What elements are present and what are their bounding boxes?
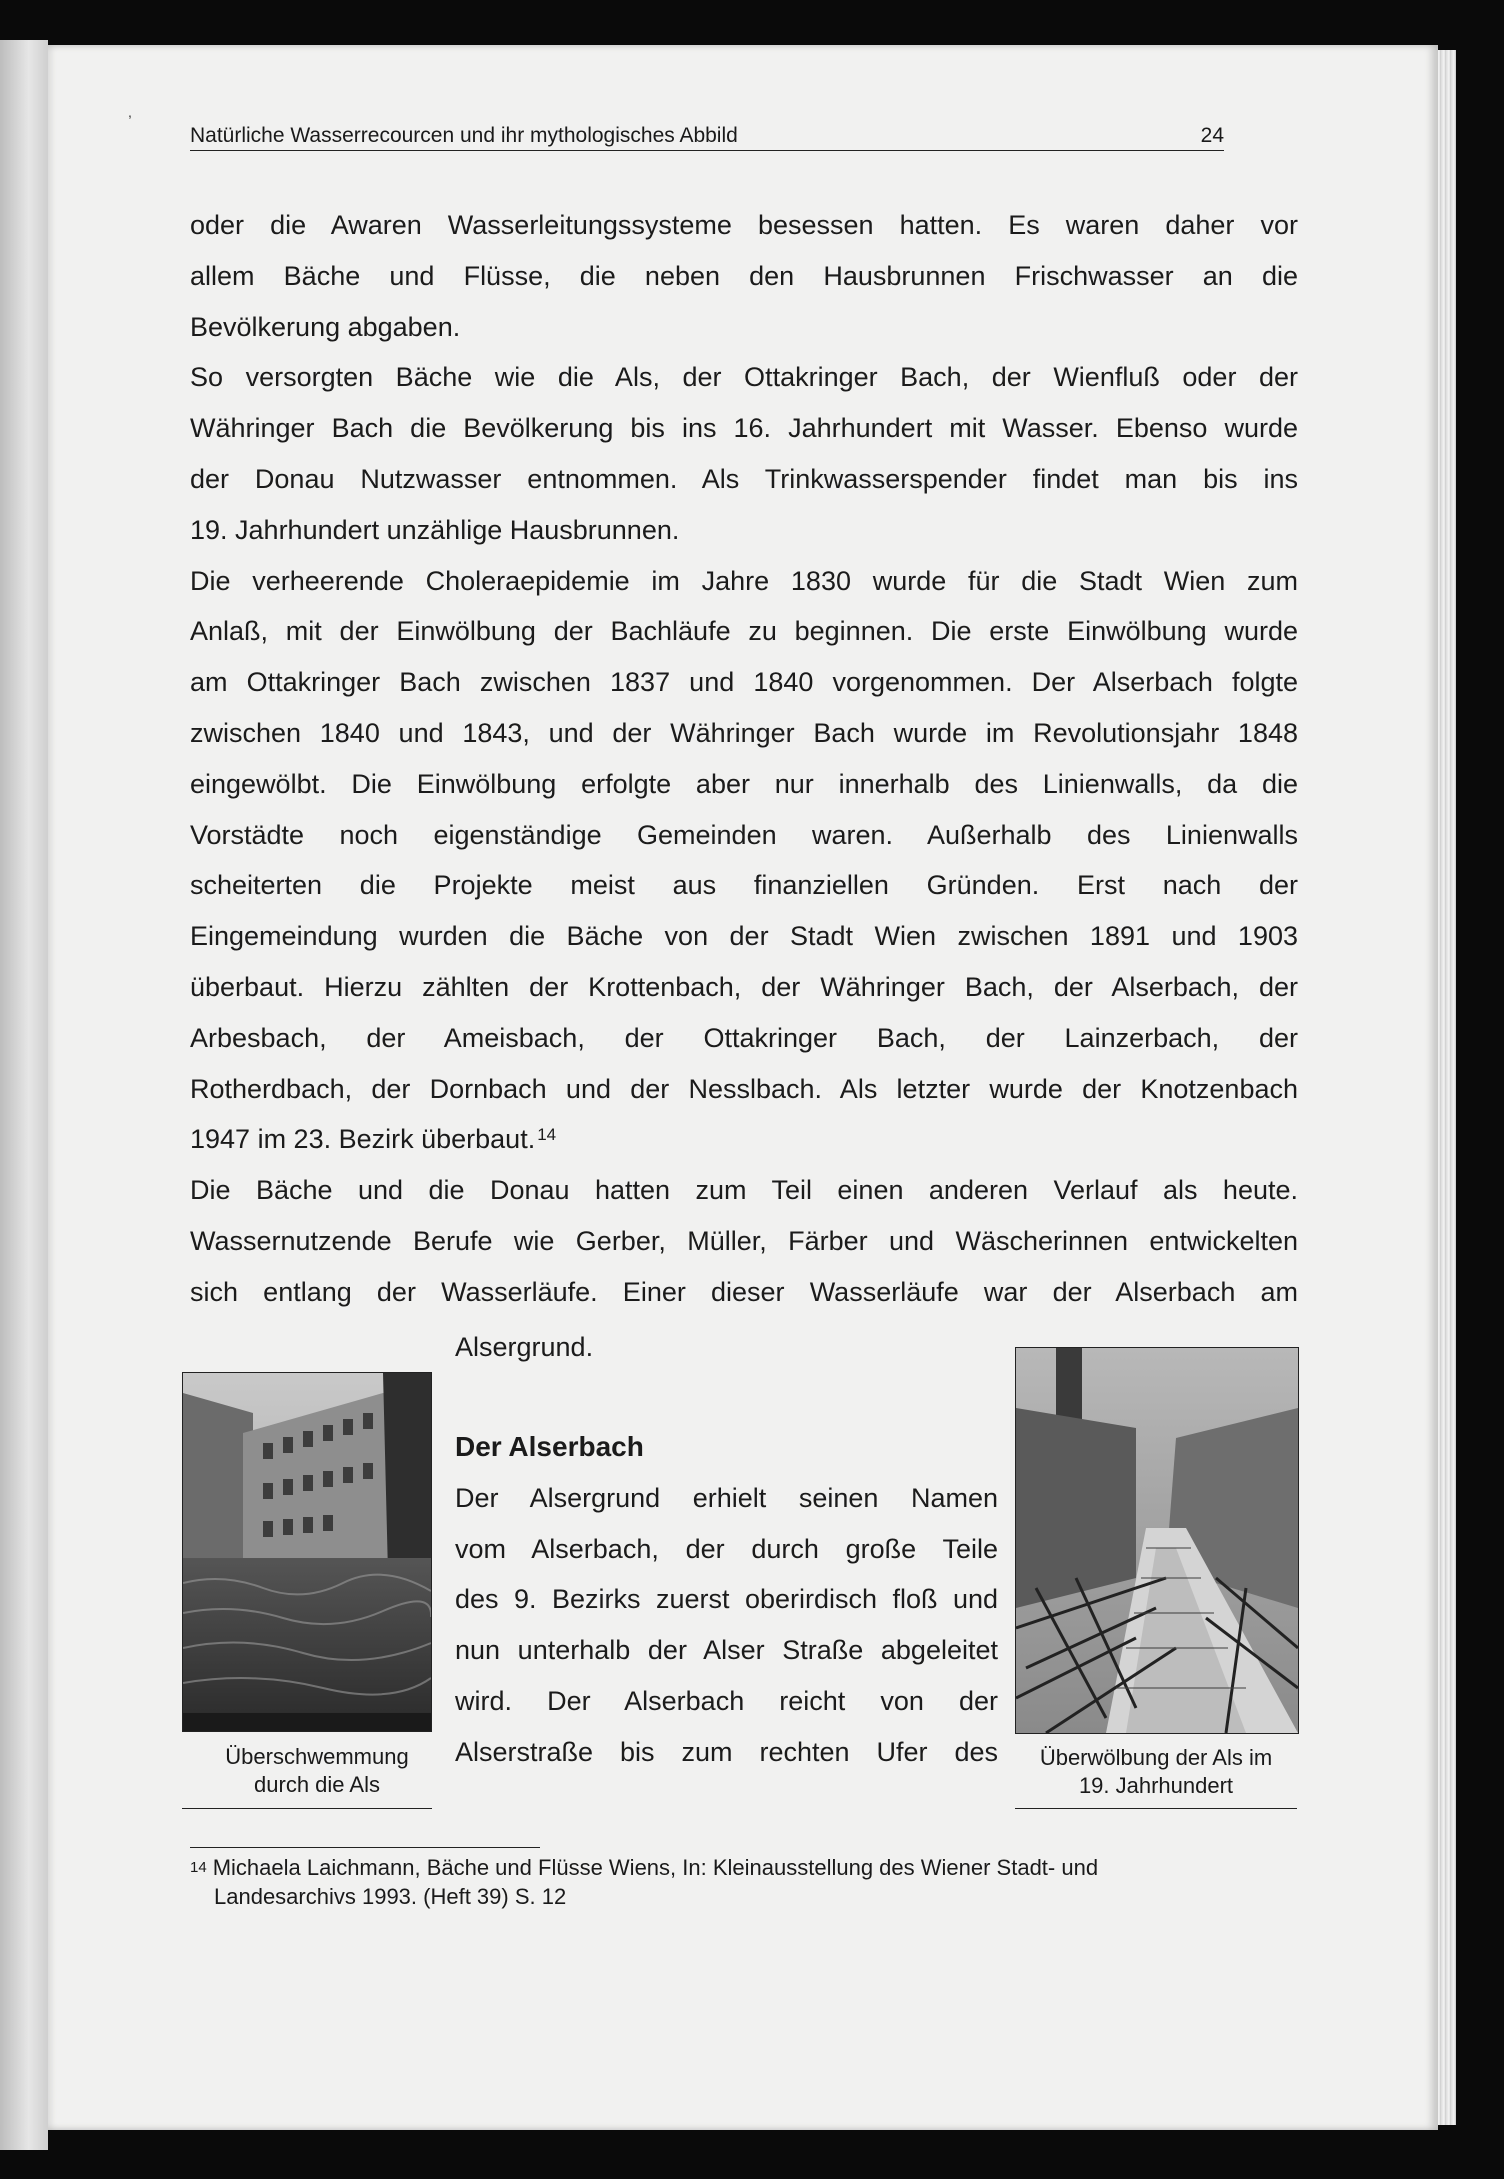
text-line: am Ottakringer Bach zwischen 1837 und 1840 vorgenommen. Der Alserbach folgte (190, 667, 1298, 698)
text-line: oder die Awaren Wasserleitungssysteme besessen hatten. Es waren daher vor (190, 210, 1298, 240)
footnote-separator (190, 1847, 540, 1848)
footnote-line (190, 1853, 1290, 1882)
caption-rule-left (182, 1808, 432, 1809)
footnote-line: Landesarchivs 1993. (Heft 39) S. 12 (214, 1884, 567, 1909)
text-line: allem Bäche und Flüsse, die neben den Hausbrunnen Frischwasser an die (190, 260, 1298, 291)
footnote-text: Michaela Laichmann, Bäche und Flüsse Wiens, In: Kleinausstellung des Wiener Stadt- und (212, 1855, 1099, 1880)
text-line: sich entlang der Wasserläufe. Einer dieser Wasserläufe war der Alserbach am (190, 1276, 1298, 1307)
text-line: 19. Jahrhundert unzählige Hausbrunnen. (190, 514, 680, 545)
scan-mark: , (128, 104, 132, 120)
text-line: überbaut. Hierzu zählten der Krottenbach, der Währinger Bach, der Alserbach, der (190, 971, 1298, 1002)
running-header (190, 120, 1224, 151)
text-line: zwischen 1840 und 1843, und der Währinger Bach wurde im Revolutionsjahr 1848 (190, 717, 1298, 748)
facing-page-edge (0, 40, 48, 2150)
alserbach-section (455, 1422, 998, 1778)
section-heading: Der Alserbach (455, 1431, 644, 1462)
vaulting-photo-caption (1015, 1744, 1297, 1800)
text-line: der Donau Nutzwasser entnommen. Als Trinkwasserspender findet man bis ins (190, 463, 1298, 494)
section-line: des 9. Bezirks zuerst oberirdisch floß und (455, 1584, 998, 1615)
caption-line: Überschwemmung (225, 1744, 409, 1769)
flood-photo-image (183, 1373, 431, 1731)
section-line: Der Alsergrund erhielt seinen Namen (455, 1482, 998, 1513)
text-line: Währinger Bach die Bevölkerung bis ins 16. Jahrhundert mit Wasser. Ebenso wurde (190, 413, 1298, 444)
text-line: Die Bäche und die Donau hatten zum Teil einen anderen Verlauf als heute. (190, 1175, 1298, 1206)
text-line (190, 1114, 1298, 1165)
footnote-number: 14 (190, 1859, 207, 1876)
section-line: nun unterhalb der Alser Straße abgeleitet (455, 1635, 998, 1666)
text-line: eingewölbt. Die Einwölbung erfolgte aber nur innerhalb des Linienwalls, da die (190, 768, 1298, 799)
vaulting-photo (1015, 1347, 1299, 1734)
continuation-line: Alsergrund. (455, 1332, 594, 1362)
text-line: Vorstädte noch eigenständige Gemeinden waren. Außerhalb des Linienwalls (190, 819, 1298, 850)
caption-line: Überwölbung der Als im (1039, 1745, 1273, 1770)
text-line: Eingemeindung wurden die Bäche von der Stadt Wien zwischen 1891 und 1903 (190, 921, 1298, 952)
text-line-content: 1947 im 23. Bezirk überbaut. (190, 1124, 536, 1155)
footnote-reference: 14 (537, 1125, 557, 1145)
flood-photo-caption (182, 1743, 452, 1799)
page-number: 24 (1200, 124, 1224, 147)
caption-line: durch die Als (254, 1772, 380, 1797)
text-line: Bevölkerung abgaben. (190, 311, 461, 342)
body-paragraphs (190, 200, 1298, 1318)
section-line: vom Alserbach, der durch große Teile (455, 1533, 998, 1564)
section-line: wird. Der Alserbach reicht von der (455, 1685, 998, 1716)
header-title: Natürliche Wasserrecourcen und ihr mythologisches Abbild (190, 124, 738, 147)
footnote (190, 1853, 1290, 1911)
caption-line: 19. Jahrhundert (1078, 1773, 1234, 1798)
section-line: Alserstraße bis zum rechten Ufer des (455, 1736, 998, 1767)
text-line: Anlaß, mit der Einwölbung der Bachläufe zu beginnen. Die erste Einwölbung wurde (190, 616, 1298, 647)
text-line: So versorgten Bäche wie die Als, der Ottakringer Bach, der Wienfluß oder der (190, 362, 1298, 393)
text-line: Arbesbach, der Ameisbach, der Ottakringer Bach, der Lainzerbach, der (190, 1022, 1298, 1053)
text-line: Rotherdbach, der Dornbach und der Nesslbach. Als letzter wurde der Knotzenbach (190, 1073, 1298, 1104)
text-line: Die verheerende Choleraepidemie im Jahre 1830 wurde für die Stadt Wien zum (190, 565, 1298, 596)
text-line: scheiterten die Projekte meist aus finanziellen Gründen. Erst nach der (190, 870, 1298, 901)
vaulting-photo-image (1016, 1348, 1298, 1733)
caption-rule-right (1015, 1808, 1297, 1809)
flood-photo (182, 1372, 432, 1732)
text-line: Wassernutzende Berufe wie Gerber, Müller, Färber und Wäscherinnen entwickelten (190, 1225, 1298, 1256)
